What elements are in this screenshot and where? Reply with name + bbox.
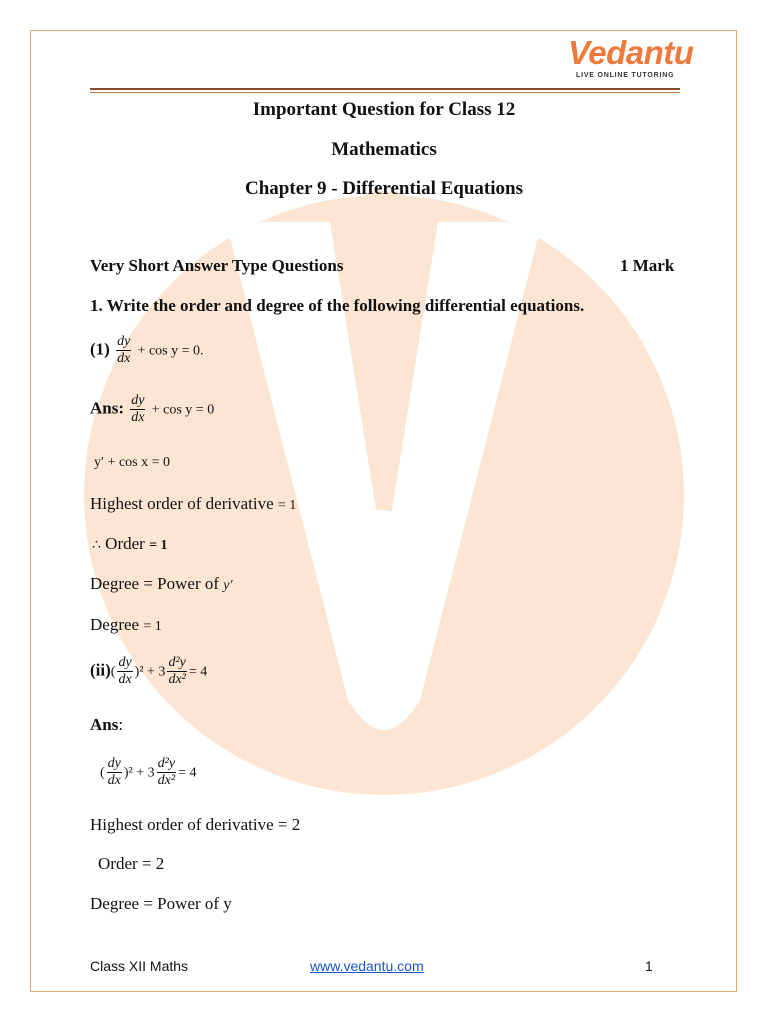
part2-answer-equation: ( $\frac{dy}{dx}$ )² + 3 $\frac{\text{d²y}}{\text{dx²}}$ = 4: [100, 756, 197, 788]
part2-order: Order = 2: [98, 854, 165, 873]
header-rule-thin: [90, 92, 680, 93]
section-label: Very Short Answer Type Questions: [90, 256, 344, 275]
part2-ans-label: Ans:: [90, 715, 124, 734]
vedantu-logo[interactable]: [566, 34, 694, 84]
part2-equation: (ii)( $\frac{dy}{dx}$ )² + 3 $\frac{\text{d²y}}{\text{dx²}}$ = 4: [90, 655, 208, 687]
subject-title: Mathematics: [331, 139, 437, 160]
part1-degree-def: Degree = Power of y′: [90, 574, 233, 593]
fraction: $\frac{dy}{dx}$: [107, 756, 121, 788]
logo-wordmark: Vedantu: [568, 34, 694, 71]
page-title: Important Question for Class 12: [252, 99, 516, 120]
footer-link[interactable]: www.vedantu.com: [310, 958, 424, 974]
part1-equation: (1) $\frac{dy}{dx}$ + cos y = 0.: [90, 334, 204, 366]
page-number: 1: [645, 958, 653, 974]
footer-left: Class XII Maths: [90, 958, 189, 974]
fraction: $\frac{\text{d²y}}{\text{dx²}}$: [168, 655, 186, 687]
ans-label: Ans:: [90, 398, 125, 418]
header-rule: [90, 88, 680, 90]
part1-label: (1): [90, 339, 110, 359]
part1-line1: y′ + cos x = 0: [94, 455, 171, 470]
fraction: $\frac{dy}{dx}$: [118, 655, 132, 687]
part2-degree: Degree = Power of y: [90, 894, 232, 913]
part1-degree: Degree = 1: [90, 615, 162, 634]
section-marks: 1 Mark: [620, 256, 675, 275]
part2-label: (ii): [90, 660, 111, 680]
part1-highest-order: Highest order of derivative = 1: [90, 494, 297, 513]
fraction: $\frac{dy}{dx}$: [117, 334, 131, 366]
part1-order: ∴ Order = 1: [92, 534, 168, 553]
part2-highest-order: Highest order of derivative = 2: [90, 815, 301, 834]
chapter-title: Chapter 9 - Differential Equations: [245, 178, 523, 199]
part1-answer: Ans: $\frac{dy}{dx}$ + cos y = 0: [90, 393, 215, 425]
fraction: $\frac{dy}{dx}$: [131, 393, 145, 425]
question-1: 1. Write the order and degree of the following differential equations.: [90, 296, 585, 315]
logo-tagline: LIVE ONLINE TUTORING: [576, 72, 675, 79]
fraction: $\frac{\text{d²y}}{\text{dx²}}$: [157, 756, 176, 788]
